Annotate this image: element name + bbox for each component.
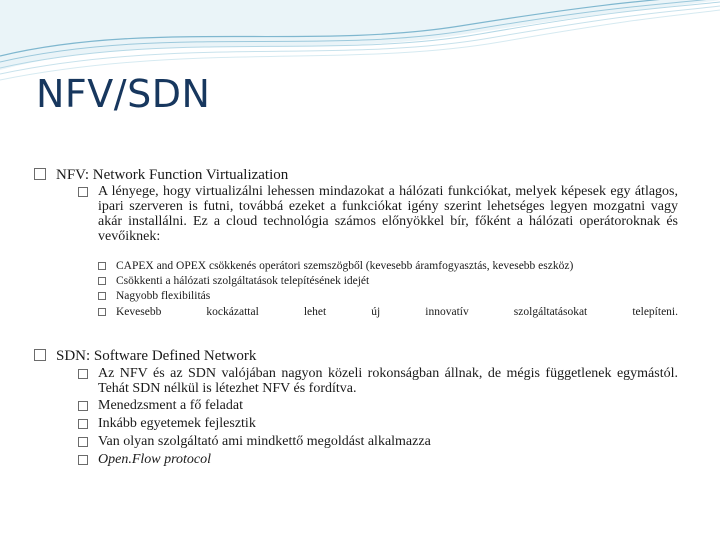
nfv-benefit	[98, 259, 678, 274]
nfv-description	[78, 184, 678, 244]
bullet-box-icon	[78, 419, 88, 429]
bullet-box-icon	[98, 277, 106, 285]
nfv-description-text: A lényege, hogy virtualizálni lehessen mindazokat a hálózati funkciókat, melyek képesek egy átlagos, ipari szerveren is futni, továbbá ezeket a funkciókat igény szerint lehetséges legyen mozgatni vagy akár installálni. Ez a cloud technológia számos előnyökkel bír, főként a hálózati operátoroknak és vevőiknek:	[98, 184, 678, 244]
section-heading-sdn: SDN: Software Defined Network	[56, 348, 257, 364]
sdn-point	[78, 434, 678, 449]
bullet-box-icon	[34, 349, 46, 361]
bullet-box-icon	[98, 262, 106, 270]
section-heading-nfv: NFV: Network Function Virtualization	[56, 167, 289, 183]
nfv-benefit-text: Nagyobb flexibilitás	[116, 290, 211, 302]
section-sdn	[34, 347, 674, 365]
nfv-benefit-text: Csökkenti a hálózati szolgáltatások telepítésének idejét	[116, 275, 370, 287]
nfv-benefit	[98, 289, 678, 304]
sdn-point	[78, 416, 678, 431]
bullet-box-icon	[78, 455, 88, 465]
sdn-point	[78, 452, 678, 467]
sdn-point	[78, 398, 678, 413]
nfv-benefit	[98, 274, 678, 289]
sdn-point-text: Menedzsment a fő feladat	[98, 398, 243, 413]
sdn-point-text: Open.Flow protocol	[98, 452, 212, 467]
bullet-box-icon	[34, 168, 46, 180]
slide-title: NFV/SDN	[36, 72, 211, 116]
bullet-box-icon	[78, 369, 88, 379]
sdn-point-text: Inkább egyetemek fejlesztik	[98, 416, 256, 431]
nfv-benefit-text: Kevesebb kockázattal lehet új innovatív szolgáltatásokat telepíteni.	[116, 306, 678, 318]
sdn-point-text: Az NFV és az SDN valójában nagyon közeli rokonságban állnak, de mégis függetlenek egymástól. Tehát SDN nélkül is létezhet NFV és fordítva.	[98, 366, 678, 396]
section-nfv	[34, 166, 674, 184]
sdn-point-text: Van olyan szolgáltató ami mindkettő megoldást alkalmazza	[98, 434, 431, 449]
nfv-benefit	[98, 305, 678, 320]
bullet-box-icon	[78, 437, 88, 447]
bullet-box-icon	[98, 292, 106, 300]
sdn-point	[78, 366, 678, 396]
bullet-box-icon	[78, 401, 88, 411]
bullet-box-icon	[98, 308, 106, 316]
bullet-box-icon	[78, 187, 88, 197]
nfv-benefit-text: CAPEX and OPEX csökkenés operátori szemszögből (kevesebb áramfogyasztás, kevesebb eszköz)	[116, 260, 574, 272]
